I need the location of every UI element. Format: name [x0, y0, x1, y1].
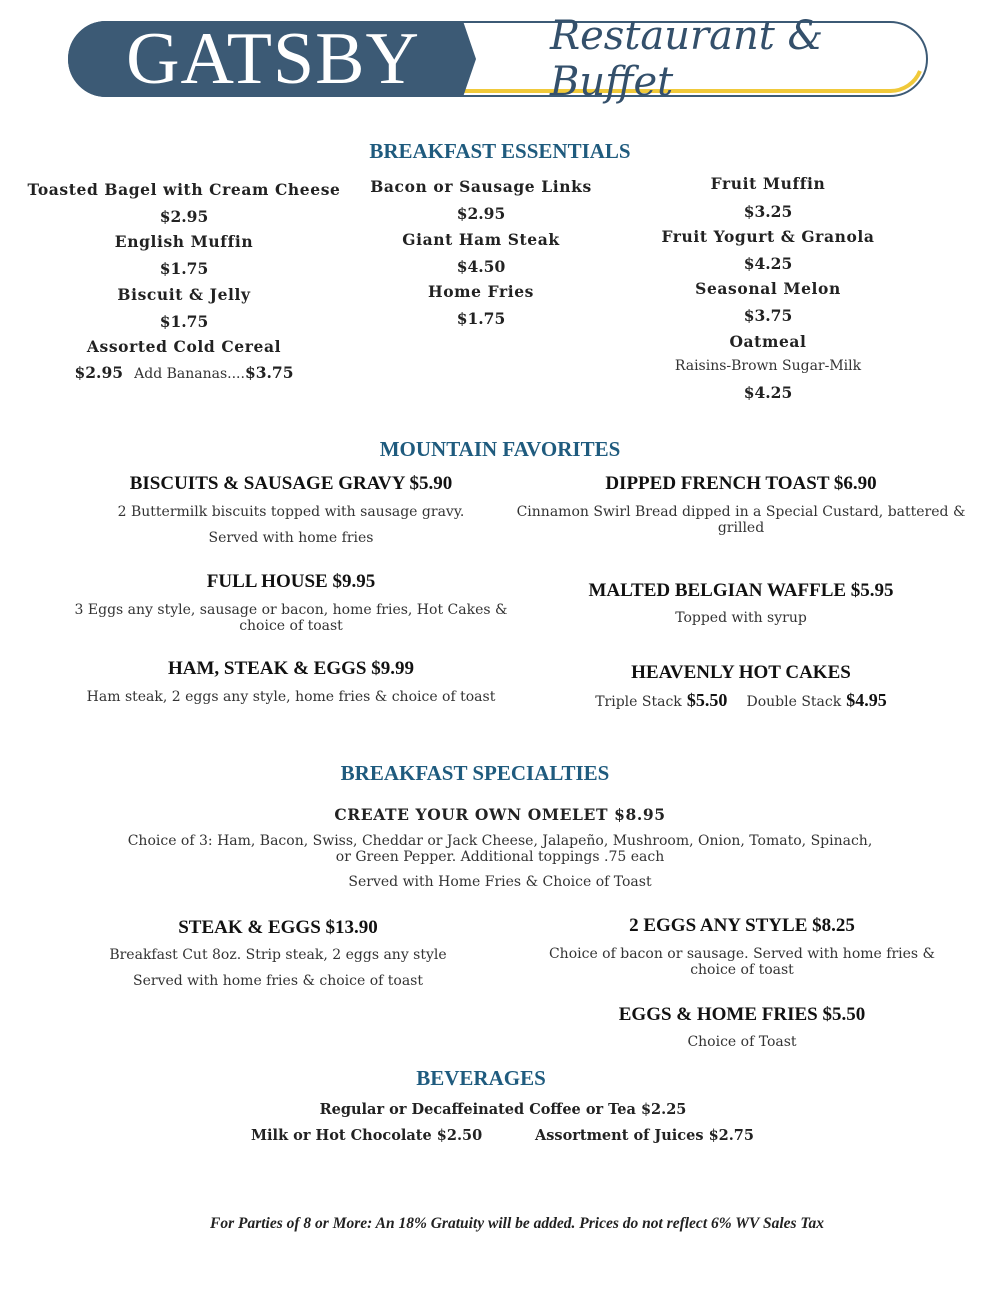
- section-title-mountain: MOUNTAIN FAVORITES: [379, 437, 621, 461]
- dish-title: CREATE YOUR OWN OMELET $8.95: [334, 805, 666, 824]
- menu-item-name: Toasted Bagel with Cream Cheese: [27, 180, 341, 199]
- dish-desc: Topped with syrup: [675, 610, 807, 626]
- section-title-specialties: BREAKFAST SPECIALTIES: [340, 761, 610, 785]
- dish-title: 2 EGGS ANY STYLE $8.25: [629, 915, 855, 936]
- dish-title: FULL HOUSE $9.95: [206, 571, 376, 592]
- header-banner: [68, 13, 928, 105]
- menu-item-price: $2.95: [74, 363, 124, 382]
- menu-item-name: Seasonal Melon: [695, 279, 841, 298]
- menu-item-note: Raisins-Brown Sugar-Milk: [674, 358, 862, 374]
- menu-item-name: Home Fries: [427, 282, 535, 301]
- dish-title: STEAK & EGGS $13.90: [178, 917, 378, 938]
- menu-item-price: $1.75: [159, 312, 209, 331]
- dish-desc: Served with home fries & choice of toast: [133, 973, 423, 989]
- dish-desc: Breakfast Cut 8oz. Strip steak, 2 eggs any style: [109, 947, 447, 963]
- menu-item-name: Giant Ham Steak: [402, 230, 560, 249]
- menu-item-price: $4.25: [743, 383, 793, 402]
- menu-item-name: Biscuit & Jelly: [117, 285, 251, 304]
- dish-desc: Choice of Toast: [687, 1034, 797, 1050]
- dish-desc: 3 Eggs any style, sausage or bacon, home fries, Hot Cakes & choice of toast: [74, 602, 508, 634]
- menu-item-price: $2.95: [159, 207, 209, 226]
- menu-item-price: $1.75: [456, 309, 506, 328]
- dish-desc: Served with Home Fries & Choice of Toast: [348, 874, 652, 890]
- menu-item-price: $3.25: [743, 202, 793, 221]
- menu-item-name: English Muffin: [114, 232, 254, 251]
- beverage-coffee-tea: Regular or Decaffeinated Coffee or Tea $2.25: [319, 1101, 687, 1118]
- triple-stack-label: Triple Stack: [595, 694, 682, 710]
- dish-title: HAM, STEAK & EGGS $9.99: [168, 658, 414, 679]
- menu-item-price: $1.75: [159, 259, 209, 278]
- section-title-beverages: BEVERAGES: [416, 1066, 546, 1090]
- hot-cakes-prices: [515, 690, 967, 711]
- dish-title: BISCUITS & SAUSAGE GRAVY $5.90: [129, 473, 453, 494]
- menu-item-price: $3.75: [743, 306, 793, 325]
- double-stack-price: $4.95: [846, 690, 887, 710]
- dish-title: HEAVENLY HOT CAKES: [631, 662, 851, 683]
- dish-desc: Served with home fries: [208, 530, 374, 546]
- cereal-price-line: [24, 363, 344, 382]
- dish-desc: Cinnamon Swirl Bread dipped in a Special Custard, battered & grilled: [516, 504, 966, 536]
- dish-desc: Choice of bacon or sausage. Served with home fries & choice of toast: [548, 946, 936, 978]
- beverage-milk-chocolate: Milk or Hot Chocolate $2.50: [251, 1127, 483, 1144]
- dish-desc: Choice of 3: Ham, Bacon, Swiss, Cheddar or Jack Cheese, Jalapeño, Mushroom, Onion, Tomato, Spinach, or Green Pepper. Additional toppings .75 each: [127, 833, 873, 865]
- dish-title: DIPPED FRENCH TOAST $6.90: [605, 473, 877, 494]
- dish-title: MALTED BELGIAN WAFFLE $5.95: [588, 580, 894, 601]
- double-stack-label: Double Stack: [746, 694, 842, 710]
- menu-item-name: Bacon or Sausage Links: [370, 177, 592, 196]
- brand-name: GATSBY: [126, 18, 420, 100]
- beverage-juices: Assortment of Juices $2.75: [535, 1127, 754, 1144]
- section-title-essentials: BREAKFAST ESSENTIALS: [369, 139, 631, 163]
- triple-stack-price: $5.50: [686, 690, 728, 710]
- menu-item-name: Fruit Yogurt & Granola: [661, 227, 875, 246]
- addon-label: Add Bananas....: [134, 366, 245, 382]
- brand-subtitle: Restaurant & Buffet: [550, 13, 824, 105]
- menu-item-name: Oatmeal: [729, 332, 807, 351]
- dish-title: EGGS & HOME FRIES $5.50: [618, 1004, 866, 1025]
- dish-desc: Ham steak, 2 eggs any style, home fries & choice of toast: [86, 689, 496, 705]
- menu-item-price: $4.25: [743, 254, 793, 273]
- dish-desc: 2 Buttermilk biscuits topped with sausage gravy.: [117, 504, 465, 520]
- menu-item-name: Fruit Muffin: [710, 174, 826, 193]
- menu-item-price: $2.95: [456, 204, 506, 223]
- menu-item-price: $4.50: [456, 257, 506, 276]
- menu-item-name: Assorted Cold Cereal: [86, 337, 282, 356]
- footer-note: For Parties of 8 or More: An 18% Gratuity will be added. Prices do not reflect 6% WV Sales Tax: [210, 1215, 824, 1232]
- addon-price: $3.75: [244, 363, 294, 382]
